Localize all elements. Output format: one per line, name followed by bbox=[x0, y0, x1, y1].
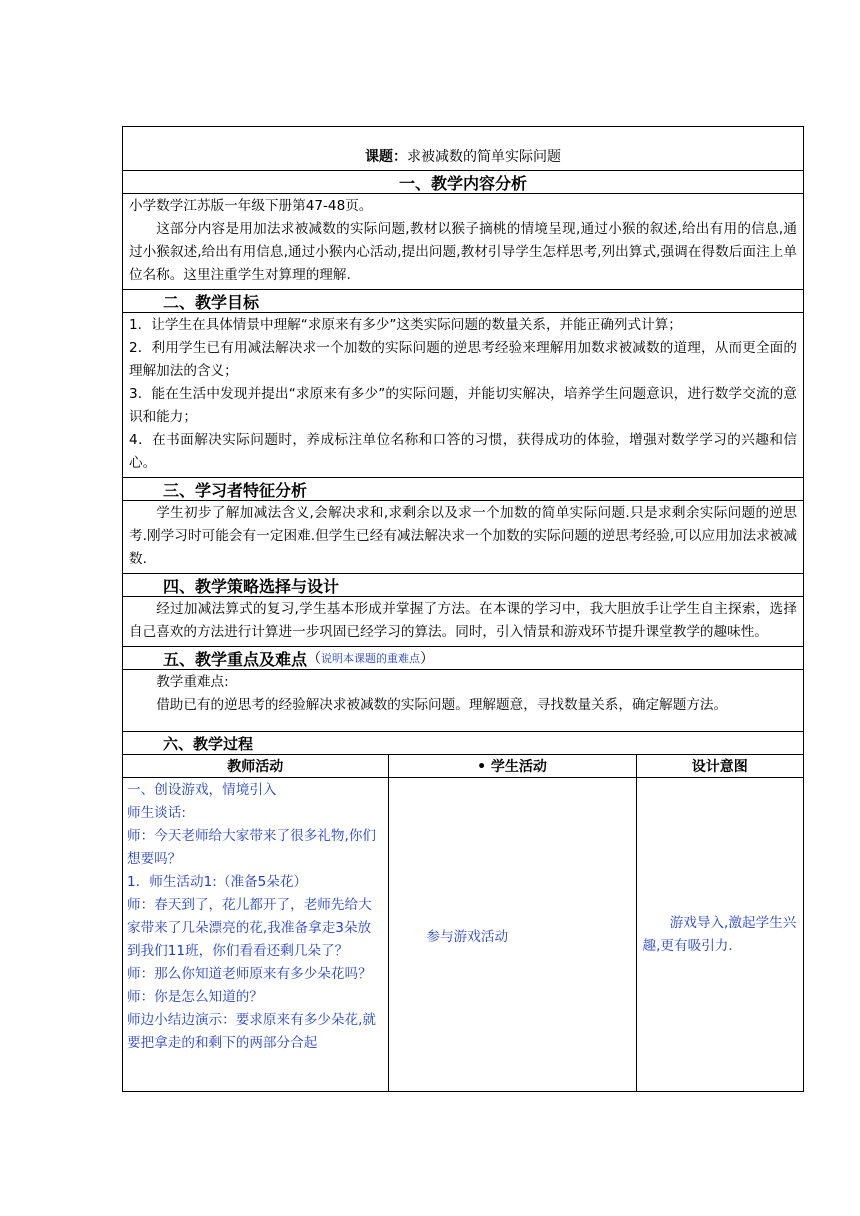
content-analysis: 这部分内容是用加法求被减数的实际问题,教材以猴子摘桃的情境呈现,通过小猴的叙述,给出有用的信息,通过小猴叙述,给出有用信息,通过小猴内心活动,提出问题,教材引导学生怎样思考,列出算式,强调在得数后面注上单位名称。这里注重学生对算理的理解. bbox=[129, 221, 797, 283]
goal-item: 2．利用学生已有用减法解决求一个加数的实际问题的逆思考经验来理解用加数求被减数的道理，从而更全面的理解加法的含义； bbox=[129, 340, 797, 379]
section-1-heading: 一、教学内容分析 bbox=[123, 171, 803, 194]
section-1-body bbox=[123, 194, 803, 290]
lesson-plan bbox=[122, 126, 804, 1092]
section-4-body bbox=[123, 597, 803, 647]
goal-item: 1．让学生在具体情景中理解“求原来有多少”这类实际问题的数量关系，并能正确列式计算； bbox=[129, 317, 682, 333]
teacher-line: 师生谈话: bbox=[127, 805, 186, 821]
key-points-text: 借助已有的逆思考的经验解决求被减数的实际问题。理解题意，寻找数量关系，确定解题方法。 bbox=[156, 697, 728, 713]
goal-item: 3．能在生活中发现并提出“求原来有多少”的实际问题，并能切实解决，培养学生问题意识，进行数学交流的意识和能力； bbox=[129, 386, 797, 425]
section-5-body bbox=[123, 670, 803, 732]
teacher-line: 1．师生活动1:（准备5朵花） bbox=[127, 874, 308, 890]
col-intent-header: 设计意图 bbox=[636, 755, 803, 778]
design-intent-text: 游戏导入,激起学生兴趣,更有吸引力. bbox=[642, 914, 797, 954]
teacher-activity bbox=[123, 778, 388, 1091]
section-4-heading: 四、教学策略选择与设计 bbox=[123, 574, 803, 597]
section-2-heading: 二、教学目标 bbox=[123, 290, 803, 313]
note-open: （ bbox=[307, 651, 322, 667]
design-intent bbox=[636, 778, 803, 1092]
process-row bbox=[123, 778, 803, 1092]
col-teacher-header: 教师活动 bbox=[123, 755, 388, 778]
section-5-note: 说明本课题的重难点 bbox=[321, 652, 421, 665]
key-points-label: 教学重难点: bbox=[156, 674, 229, 690]
lesson-title bbox=[123, 127, 803, 171]
section-6-heading: 六、教学过程 bbox=[123, 732, 803, 755]
note-close: ） bbox=[420, 651, 435, 667]
teacher-activity-cell bbox=[123, 778, 388, 1092]
lesson-table bbox=[122, 126, 804, 1092]
process-header-row bbox=[123, 755, 803, 778]
content-source: 小学数学江苏版一年级下册第47-48页。 bbox=[129, 198, 373, 214]
teacher-line: 师边小结边演示：要求原来有多少朵花,就要把拿走的和剩下的两部分合起 bbox=[127, 1012, 377, 1051]
col-student-header: • 学生活动 bbox=[388, 755, 636, 778]
student-activity: 参与游戏活动 bbox=[388, 778, 636, 1092]
teacher-line: 师：春天到了，花儿都开了，老师先给大家带来了几朵漂亮的花,我准备拿走3朵放到我们11班，你们看看还剩几朵了？ bbox=[127, 897, 372, 959]
process-table bbox=[123, 755, 803, 1092]
section-2-body bbox=[123, 313, 803, 478]
teacher-line: 师：今天老师给大家带来了很多礼物,你们想要吗？ bbox=[127, 828, 377, 867]
teacher-line: 师：那么你知道老师原来有多少朵花吗？ bbox=[127, 966, 372, 982]
strategy-text: 经过加减法算式的复习,学生基本形成并掌握了方法。在本课的学习中，我大胆放手让学生自主探索，选择自己喜欢的方法进行计算进一步巩固已经学习的算法。同时，引入情景和游戏环节提升课堂教学的趣味性。 bbox=[129, 601, 797, 640]
title-text: 求被减数的简单实际问题 bbox=[407, 149, 561, 165]
section-3-heading: 三、学习者特征分析 bbox=[123, 478, 803, 501]
teacher-line: 一、创设游戏，情境引入 bbox=[127, 782, 277, 798]
title-label: 课题： bbox=[365, 149, 407, 165]
section-3-body bbox=[123, 501, 803, 574]
teacher-line: 师：你是怎么知道的？ bbox=[127, 989, 263, 1005]
goal-item: 4．在书面解决实际问题时，养成标注单位名称和口答的习惯，获得成功的体验，增强对数学学习的兴趣和信心。 bbox=[129, 432, 797, 471]
section-5-title: 五、教学重点及难点 bbox=[163, 649, 308, 669]
section-5-heading bbox=[123, 647, 803, 670]
learner-analysis: 学生初步了解加减法含义,会解决求和,求剩余以及求一个加数的简单实际问题.只是求剩余实际问题的逆思考.刚学习时可能会有一定困难.但学生已经有减法解决求一个加数的实际问题的逆思考经验,可以应用加法求被减数. bbox=[129, 505, 797, 567]
